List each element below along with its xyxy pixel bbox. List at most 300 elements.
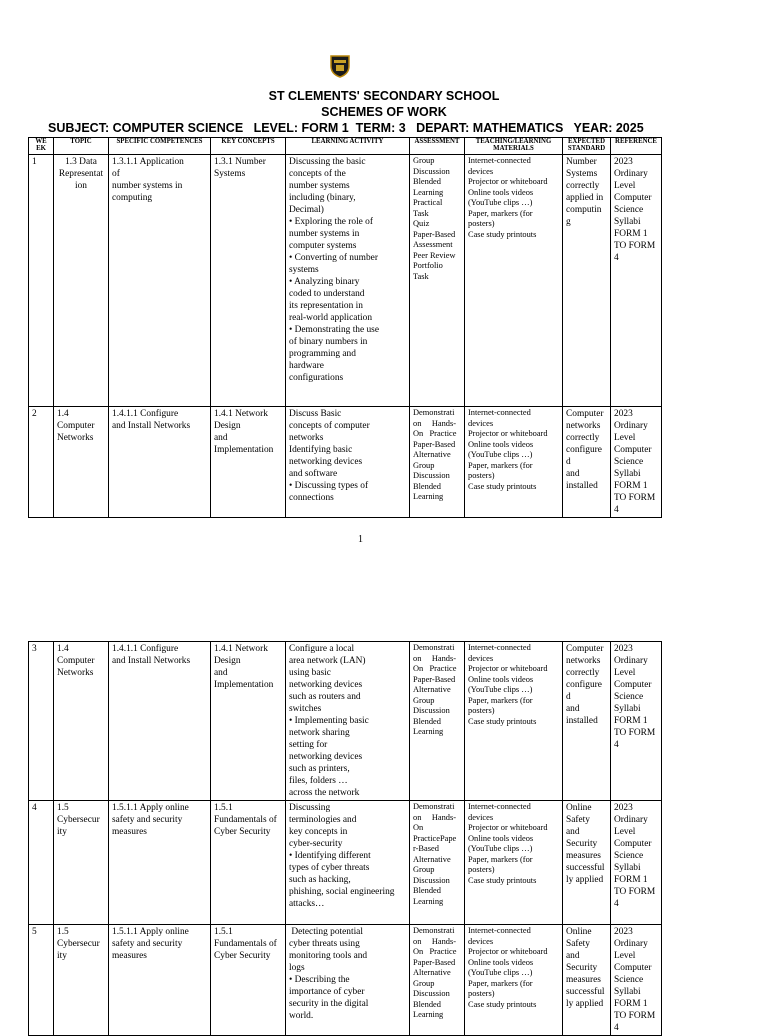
key-concept-cell: [211, 155, 286, 407]
scheme-table-page-2: [28, 641, 662, 1036]
key-concept-line: and: [214, 433, 228, 443]
expected-standard-line: configure: [566, 445, 602, 455]
expected-standard-line: d: [566, 457, 571, 467]
assessment-line: Group: [413, 156, 435, 165]
learning-activity-cell: [286, 801, 410, 925]
header-learning-activity: LEARNING ACTIVITY: [286, 138, 410, 155]
assessment-line: Discussion: [413, 166, 450, 176]
materials-line: Online tools videos: [468, 674, 534, 684]
table-row: [29, 925, 662, 1036]
learning-activity-cell: [286, 407, 410, 518]
learning-activity-cell: [286, 642, 410, 801]
materials-line: Paper, markers (for: [468, 695, 533, 705]
learning-activity-line: its representation in: [289, 301, 363, 311]
materials-line: Projector or whiteboard: [468, 947, 548, 956]
key-concept-line: 1.4.1 Network: [214, 409, 268, 419]
reference-line: Computer: [614, 839, 652, 849]
learning-activity-cell: [286, 155, 410, 407]
table-row: [29, 155, 662, 407]
learning-activity-line: connections: [289, 493, 334, 503]
materials-cell: [465, 407, 563, 518]
reference-line: Syllabi: [614, 469, 641, 479]
topic-line: Computer: [57, 656, 95, 666]
assessment-line: Assessment: [413, 240, 453, 249]
expected-standard-cell: [563, 925, 611, 1036]
assessment-line: Discussion: [413, 875, 450, 885]
materials-line: posters): [468, 865, 495, 874]
assessment-cell: [410, 925, 465, 1036]
topic-line: Representat: [58, 169, 104, 179]
expected-standard-line: correctly: [566, 433, 600, 443]
assessment-line: Demonstrati: [413, 926, 455, 935]
learning-activity-line: such as printers,: [289, 764, 350, 774]
reference-line: TO FORM: [614, 728, 656, 738]
learning-activity-line: across the network: [289, 788, 360, 798]
reference-cell: [611, 642, 662, 801]
reference-line: FORM 1: [614, 875, 648, 885]
assessment-line: Paper-Based: [413, 957, 456, 967]
key-concept-line: Systems: [214, 169, 246, 179]
reference-line: Computer: [614, 445, 652, 455]
materials-line: posters): [468, 219, 495, 228]
reference-line: Computer: [614, 963, 652, 973]
competence-line: 1.5.1.1 Apply online: [112, 927, 189, 937]
assessment-line: Blended: [413, 886, 441, 895]
assessment-line: on Hands-: [413, 812, 457, 822]
learning-activity-line: cyber-security: [289, 839, 343, 849]
reference-line: FORM 1: [614, 481, 648, 491]
assessment-line: Demonstrati: [413, 408, 455, 417]
topic-line: ion: [75, 181, 87, 191]
reference-line: 2023: [614, 927, 633, 937]
learning-activity-line: cyber threats using: [289, 939, 360, 949]
reference-line: Science: [614, 205, 644, 215]
reference-line: FORM 1: [614, 716, 648, 726]
expected-standard-line: computin: [566, 205, 602, 215]
materials-line: Case study printouts: [468, 229, 537, 239]
materials-line: Case study printouts: [468, 875, 537, 885]
reference-cell: [611, 925, 662, 1036]
assessment-line: Group: [413, 695, 435, 705]
materials-line: Online tools videos: [468, 957, 534, 967]
materials-line: (YouTube clips …): [468, 844, 533, 853]
learning-activity-line: networking devices: [289, 752, 363, 762]
expected-standard-line: networks: [566, 421, 601, 431]
topic-line: 1.3 Data: [65, 157, 97, 167]
assessment-line: Blended: [413, 999, 441, 1009]
learning-activity-line: world.: [289, 1011, 314, 1021]
materials-line: (YouTube clips …): [468, 968, 533, 977]
assessment-line: Portfolio: [413, 261, 443, 270]
assessment-line: Blended: [413, 481, 441, 491]
scheme-table-page-1: [28, 137, 662, 518]
materials-line: Case study printouts: [468, 999, 537, 1009]
table-row: [29, 407, 662, 518]
key-concept-line: and: [214, 668, 228, 678]
assessment-line: Blended: [413, 716, 441, 726]
expected-standard-line: networks: [566, 656, 601, 666]
learning-activity-line: switches: [289, 704, 322, 714]
learning-activity-line: configurations: [289, 373, 344, 383]
assessment-line: Alternative: [413, 854, 451, 864]
competence-line: measures: [112, 951, 147, 961]
materials-line: Case study printouts: [468, 716, 537, 726]
assessment-line: on Hands-: [413, 653, 457, 663]
reference-line: Level: [614, 827, 636, 837]
materials-line: Projector or whiteboard: [468, 177, 548, 186]
reference-line: Level: [614, 668, 636, 678]
materials-line: (YouTube clips …): [468, 450, 533, 459]
materials-cell: [465, 925, 563, 1036]
reference-line: 2023: [614, 803, 633, 813]
key-concept-line: 1.5.1: [214, 803, 233, 813]
topic-line: Networks: [57, 668, 94, 678]
reference-line: 2023: [614, 157, 633, 167]
expected-standard-line: d: [566, 692, 571, 702]
expected-standard-line: and: [566, 951, 580, 961]
competence-line: number systems in: [112, 181, 183, 191]
reference-line: Level: [614, 951, 636, 961]
materials-line: Internet-connected: [468, 802, 531, 811]
materials-line: posters): [468, 706, 495, 715]
assessment-cell: [410, 642, 465, 801]
reference-line: Syllabi: [614, 704, 641, 714]
assessment-line: Paper-Based: [413, 229, 456, 239]
expected-standard-line: ly applied: [566, 875, 604, 885]
reference-line: FORM 1: [614, 999, 648, 1009]
reference-line: FORM 1: [614, 229, 648, 239]
topic-line: 1.4: [57, 409, 69, 419]
competence-cell: [109, 925, 211, 1036]
reference-line: Level: [614, 181, 636, 191]
topic-line: Cybersecur: [57, 815, 100, 825]
learning-activity-line: • Analyzing binary: [289, 277, 360, 287]
header-materials: TEACHING/LEARNING MATERIALS: [465, 138, 563, 155]
learning-activity-line: phishing, social engineering: [289, 887, 395, 897]
learning-activity-line: Configure a local: [289, 644, 355, 654]
competence-line: 1.4.1.1 Configure: [112, 409, 179, 419]
learning-activity-line: networking devices: [289, 680, 363, 690]
week-cell: 4: [29, 801, 54, 925]
reference-line: Syllabi: [614, 987, 641, 997]
materials-line: posters): [468, 989, 495, 998]
assessment-cell: [410, 801, 465, 925]
reference-cell: [611, 407, 662, 518]
competence-cell: [109, 155, 211, 407]
materials-cell: [465, 642, 563, 801]
reference-line: Computer: [614, 193, 652, 203]
assessment-line: Quiz: [413, 219, 430, 228]
expected-standard-line: measures: [566, 851, 601, 861]
assessment-line: PracticePape: [413, 833, 457, 843]
key-concept-cell: [211, 801, 286, 925]
learning-activity-line: key concepts in: [289, 827, 348, 837]
key-concept-line: Implementation: [214, 680, 274, 690]
reference-line: 4: [614, 253, 619, 263]
learning-activity-line: monitoring tools and: [289, 951, 368, 961]
reference-line: Ordinary: [614, 421, 648, 431]
key-concept-line: Design: [214, 656, 241, 666]
competence-line: 1.5.1.1 Apply online: [112, 803, 189, 813]
document-title: SCHEMES OF WORK: [321, 105, 447, 119]
reference-line: Science: [614, 975, 644, 985]
materials-line: Paper, markers (for: [468, 460, 533, 470]
learning-activity-line: Discussing: [289, 803, 331, 813]
header-assessment: ASSESSMENT: [410, 138, 465, 155]
assessment-line: Paper-Based: [413, 439, 456, 449]
assessment-line: Alternative: [413, 968, 451, 977]
assessment-line: Alternative: [413, 450, 451, 459]
assessment-line: Task: [413, 208, 429, 218]
assessment-cell: [410, 407, 465, 518]
materials-cell: [465, 801, 563, 925]
assessment-line: Discussion: [413, 706, 450, 715]
materials-line: devices: [468, 166, 494, 176]
materials-line: devices: [468, 653, 494, 663]
expected-standard-line: Computer: [566, 409, 604, 419]
header-competences: SPECIFIC COMPETENCES: [109, 138, 211, 155]
materials-line: devices: [468, 812, 494, 822]
competence-line: safety and security: [112, 939, 183, 949]
header-expected-standard: EXPECTED STANDARD: [563, 138, 611, 155]
expected-standard-line: ly applied: [566, 999, 604, 1009]
learning-activity-line: importance of cyber: [289, 987, 365, 997]
learning-activity-line: setting for: [289, 740, 328, 750]
materials-line: Projector or whiteboard: [468, 664, 548, 673]
table-row: [29, 642, 662, 801]
assessment-line: Learning: [413, 187, 444, 197]
week-cell: 3: [29, 642, 54, 801]
materials-line: Paper, markers (for: [468, 978, 533, 988]
competence-cell: [109, 407, 211, 518]
expected-standard-line: successful: [566, 863, 605, 873]
assessment-line: r-Based: [413, 844, 439, 853]
learning-activity-line: Detecting potential: [289, 927, 363, 937]
reference-line: TO FORM: [614, 887, 656, 897]
competence-cell: [109, 642, 211, 801]
competence-line: safety and security: [112, 815, 183, 825]
topic-line: Computer: [57, 421, 95, 431]
expected-standard-line: installed: [566, 716, 598, 726]
reference-line: Syllabi: [614, 217, 641, 227]
expected-standard-cell: [563, 642, 611, 801]
materials-line: devices: [468, 418, 494, 428]
topic-cell: [54, 642, 109, 801]
expected-standard-line: Number: [566, 157, 597, 167]
reference-line: Science: [614, 457, 644, 467]
expected-standard-line: successful: [566, 987, 605, 997]
learning-activity-line: programming and: [289, 349, 356, 359]
subject-line: SUBJECT: COMPUTER SCIENCE LEVEL: FORM 1 TERM: 3 DEPART: MATHEMATICS YEAR: 2025: [48, 121, 644, 135]
expected-standard-line: correctly: [566, 668, 600, 678]
assessment-line: Group: [413, 978, 435, 988]
learning-activity-line: Identifying basic: [289, 445, 353, 455]
week-cell: 1: [29, 155, 54, 407]
topic-line: 1.4: [57, 644, 69, 654]
reference-cell: [611, 155, 662, 407]
materials-line: Internet-connected: [468, 156, 531, 165]
learning-activity-line: attacks…: [289, 899, 325, 909]
expected-standard-line: Security: [566, 839, 598, 849]
learning-activity-line: security in the digital: [289, 999, 369, 1009]
learning-activity-line: such as routers and: [289, 692, 361, 702]
learning-activity-line: and software: [289, 469, 338, 479]
table-header-row: [29, 138, 662, 155]
reference-line: Level: [614, 433, 636, 443]
competence-line: computing: [112, 193, 153, 203]
key-concept-line: Cyber Security: [214, 827, 271, 837]
header-week: WE EK: [29, 138, 54, 155]
assessment-line: Learning: [413, 492, 444, 501]
learning-activity-line: networks: [289, 433, 324, 443]
reference-line: TO FORM: [614, 1011, 656, 1021]
materials-line: Internet-connected: [468, 408, 531, 417]
assessment-line: Learning: [413, 1010, 444, 1019]
learning-activity-line: Discussing the basic: [289, 157, 366, 167]
learning-activity-line: networking devices: [289, 457, 363, 467]
key-concept-line: Cyber Security: [214, 951, 271, 961]
learning-activity-line: • Demonstrating the use: [289, 325, 379, 335]
topic-line: 1.5: [57, 803, 69, 813]
topic-cell: [54, 407, 109, 518]
materials-line: Projector or whiteboard: [468, 823, 548, 832]
assessment-line: Demonstrati: [413, 643, 455, 652]
expected-standard-line: and: [566, 827, 580, 837]
reference-line: 4: [614, 899, 619, 909]
expected-standard-line: measures: [566, 975, 601, 985]
expected-standard-line: and: [566, 469, 580, 479]
materials-line: Internet-connected: [468, 643, 531, 652]
learning-activity-line: • Exploring the role of: [289, 217, 373, 227]
expected-standard-line: Security: [566, 963, 598, 973]
learning-activity-line: hardware: [289, 361, 324, 371]
assessment-line: Demonstrati: [413, 802, 455, 811]
expected-standard-line: Safety: [566, 939, 590, 949]
reference-line: 2023: [614, 644, 633, 654]
expected-standard-cell: [563, 407, 611, 518]
assessment-line: Discussion: [413, 471, 450, 480]
learning-activity-line: • Implementing basic: [289, 716, 369, 726]
topic-cell: [54, 925, 109, 1036]
assessment-line: Alternative: [413, 685, 451, 694]
assessment-line: On Practice: [413, 664, 457, 673]
topic-line: ity: [57, 951, 67, 961]
assessment-line: on Hands-: [413, 418, 457, 428]
assessment-line: Practical: [413, 198, 443, 207]
expected-standard-line: applied in: [566, 193, 604, 203]
expected-standard-line: Online: [566, 927, 592, 937]
reference-line: 4: [614, 740, 619, 750]
materials-line: Online tools videos: [468, 187, 534, 197]
key-concept-cell: [211, 642, 286, 801]
topic-cell: [54, 155, 109, 407]
header-key-concepts: KEY CONCEPTS: [211, 138, 286, 155]
expected-standard-line: Online: [566, 803, 592, 813]
materials-line: Projector or whiteboard: [468, 429, 548, 438]
learning-activity-line: of binary numbers in: [289, 337, 368, 347]
learning-activity-line: logs: [289, 963, 305, 973]
reference-line: 2023: [614, 409, 633, 419]
assessment-line: Learning: [413, 896, 444, 906]
competence-line: 1.4.1.1 Configure: [112, 644, 179, 654]
assessment-line: on Hands-: [413, 936, 457, 946]
competence-line: of: [112, 169, 120, 179]
reference-line: TO FORM: [614, 241, 656, 251]
materials-line: Paper, markers (for: [468, 208, 533, 218]
learning-activity-line: terminologies and: [289, 815, 357, 825]
week-cell: 2: [29, 407, 54, 518]
reference-line: Science: [614, 692, 644, 702]
learning-activity-line: coded to understand: [289, 289, 365, 299]
key-concept-line: Design: [214, 421, 241, 431]
materials-line: (YouTube clips …): [468, 198, 533, 207]
materials-line: Case study printouts: [468, 481, 537, 491]
learning-activity-line: concepts of computer: [289, 421, 370, 431]
page-number: 1: [358, 534, 363, 545]
expected-standard-line: and: [566, 704, 580, 714]
competence-line: and Install Networks: [112, 421, 191, 431]
materials-line: Online tools videos: [468, 439, 534, 449]
learning-activity-line: such as hacking,: [289, 875, 351, 885]
assessment-line: Task: [413, 271, 429, 281]
expected-standard-line: Safety: [566, 815, 590, 825]
key-concept-cell: [211, 925, 286, 1036]
materials-line: devices: [468, 936, 494, 946]
key-concept-cell: [211, 407, 286, 518]
reference-line: Syllabi: [614, 863, 641, 873]
school-name: ST CLEMENTS' SECONDARY SCHOOL: [268, 89, 500, 103]
competence-line: 1.3.1.1 Application: [112, 157, 184, 167]
learning-activity-line: • Converting of number: [289, 253, 378, 263]
assessment-line: On Practice: [413, 429, 457, 438]
expected-standard-cell: [563, 801, 611, 925]
learning-activity-line: number systems in: [289, 229, 360, 239]
learning-activity-line: • Discussing types of: [289, 481, 369, 491]
reference-line: 4: [614, 505, 619, 515]
expected-standard-line: Systems: [566, 169, 598, 179]
header-topic: TOPIC: [54, 138, 109, 155]
learning-activity-line: using basic: [289, 668, 331, 678]
materials-line: Internet-connected: [468, 926, 531, 935]
topic-line: 1.5: [57, 927, 69, 937]
materials-line: (YouTube clips …): [468, 685, 533, 694]
learning-activity-cell: [286, 925, 410, 1036]
learning-activity-line: number systems: [289, 181, 350, 191]
week-cell: 5: [29, 925, 54, 1036]
materials-cell: [465, 155, 563, 407]
key-concept-line: Fundamentals of: [214, 939, 277, 949]
learning-activity-line: • Describing the: [289, 975, 350, 985]
key-concept-line: Implementation: [214, 445, 274, 455]
reference-cell: [611, 801, 662, 925]
key-concept-line: 1.5.1: [214, 927, 233, 937]
reference-line: Ordinary: [614, 169, 648, 179]
assessment-line: Group: [413, 865, 435, 874]
expected-standard-line: configure: [566, 680, 602, 690]
reference-line: TO FORM: [614, 493, 656, 503]
table-row: [29, 801, 662, 925]
assessment-cell: [410, 155, 465, 407]
materials-line: posters): [468, 471, 495, 480]
key-concept-line: 1.3.1 Number: [214, 157, 266, 167]
assessment-line: Group: [413, 460, 435, 470]
learning-activity-line: Decimal): [289, 205, 324, 215]
school-crest-logo: [329, 54, 351, 78]
assessment-line: Paper-Based: [413, 674, 456, 684]
reference-line: Ordinary: [614, 656, 648, 666]
learning-activity-line: types of cyber threats: [289, 863, 370, 873]
learning-activity-line: files, folders …: [289, 776, 348, 786]
